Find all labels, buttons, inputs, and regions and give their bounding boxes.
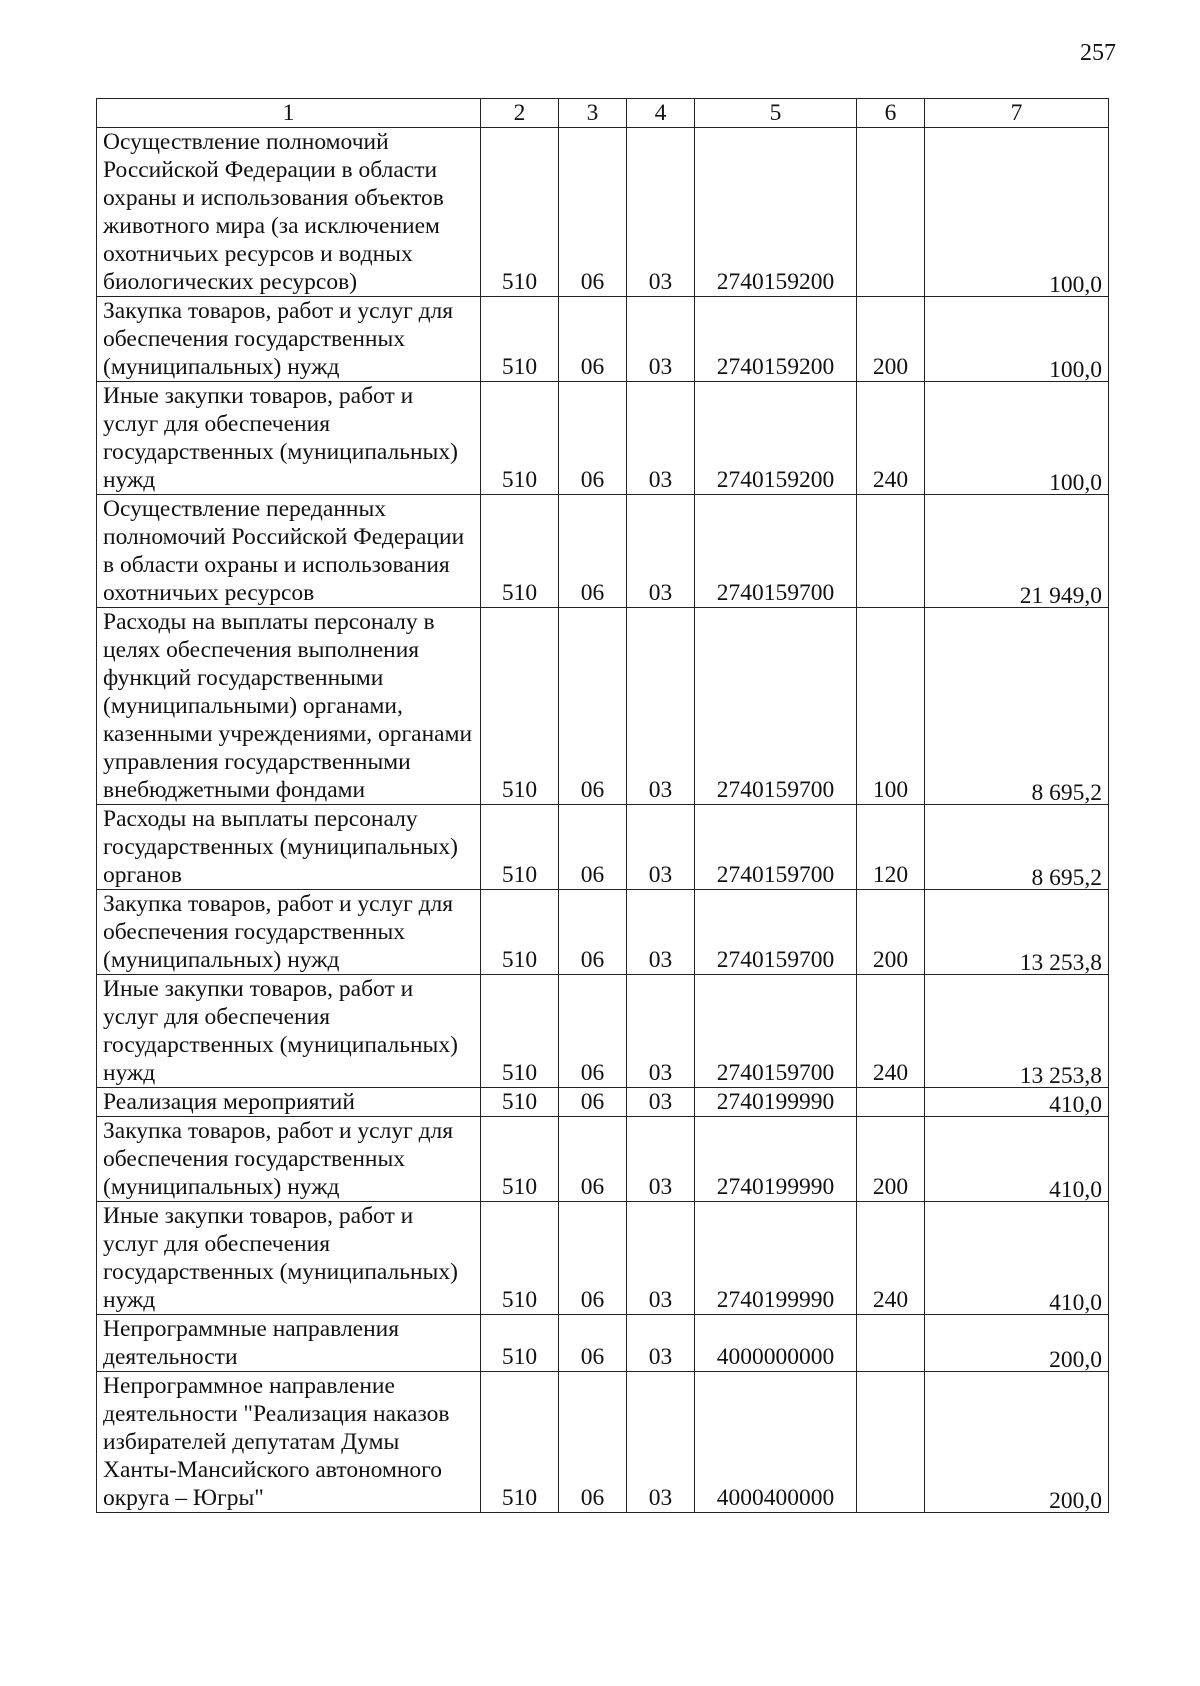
expense-name-cell: Иные закупки товаров, работ и услуг для обеспечения государственных (муниципальных) нужд (97, 1202, 481, 1315)
header-cell: 5 (695, 99, 857, 128)
subsection-code-cell: 03 (627, 975, 695, 1088)
target-article-cell: 4000400000 (695, 1372, 857, 1513)
expense-type-cell: 100 (857, 608, 925, 805)
amount-cell: 8 695,2 (925, 808, 1109, 893)
section-code-cell: 06 (559, 1315, 627, 1372)
expense-type-cell: 200 (857, 297, 925, 382)
table-body (97, 128, 1109, 1513)
amount-cell: 21 949,0 (925, 498, 1109, 611)
header-cell: 1 (97, 99, 481, 128)
grbs-code-cell: 510 (481, 382, 559, 495)
subsection-code-cell: 03 (627, 1117, 695, 1202)
expense-type-cell (857, 495, 925, 608)
table-row (97, 382, 1109, 495)
target-article-cell: 2740199990 (695, 1088, 857, 1117)
grbs-code-cell: 510 (481, 1088, 559, 1117)
expense-name-cell: Расходы на выплаты персоналу государственных (муниципальных) органов (97, 805, 481, 890)
amount-cell: 100,0 (925, 131, 1109, 300)
target-article-cell: 2740159700 (695, 495, 857, 608)
section-code-cell: 06 (559, 1117, 627, 1202)
header-cell: 7 (925, 99, 1109, 128)
expense-name-cell: Реализация мероприятий (97, 1088, 481, 1117)
header-cell: 6 (857, 99, 925, 128)
expense-name-cell: Иные закупки товаров, работ и услуг для обеспечения государственных (муниципальных) нужд (97, 975, 481, 1088)
table-row (97, 1117, 1109, 1202)
grbs-code-cell: 510 (481, 1315, 559, 1372)
section-code-cell: 06 (559, 297, 627, 382)
target-article-cell: 2740159700 (695, 608, 857, 805)
subsection-code-cell: 03 (627, 1202, 695, 1315)
amount-cell: 200,0 (925, 1375, 1109, 1516)
grbs-code-cell: 510 (481, 805, 559, 890)
target-article-cell: 2740199990 (695, 1117, 857, 1202)
expense-type-cell: 240 (857, 1202, 925, 1315)
subsection-code-cell: 03 (627, 1315, 695, 1372)
expense-type-cell: 120 (857, 805, 925, 890)
section-code-cell: 06 (559, 382, 627, 495)
target-article-cell: 2740199990 (695, 1202, 857, 1315)
amount-cell: 200,0 (925, 1318, 1109, 1375)
expense-type-cell (857, 128, 925, 297)
expense-type-cell: 200 (857, 890, 925, 975)
table-header (97, 99, 1109, 128)
amount-cell: 100,0 (925, 300, 1109, 385)
grbs-code-cell: 510 (481, 297, 559, 382)
expense-name-cell: Непрограммные направления деятельности (97, 1315, 481, 1372)
table-row (97, 975, 1109, 1088)
expense-name-cell: Иные закупки товаров, работ и услуг для обеспечения государственных (муниципальных) нужд (97, 382, 481, 495)
grbs-code-cell: 510 (481, 1117, 559, 1202)
amount-cell: 410,0 (925, 1091, 1109, 1120)
section-code-cell: 06 (559, 495, 627, 608)
amount-cell: 8 695,2 (925, 611, 1109, 808)
subsection-code-cell: 03 (627, 128, 695, 297)
table-row (97, 890, 1109, 975)
table-row (97, 1202, 1109, 1315)
expense-name-cell: Расходы на выплаты персоналу в целях обеспечения выполнения функций государственными (муниципальными) органами, казенными учреждениями, органами управления государственными внебюджетными фондами (97, 608, 481, 805)
section-code-cell: 06 (559, 128, 627, 297)
amount-cell: 410,0 (925, 1205, 1109, 1318)
expense-name-cell: Закупка товаров, работ и услуг для обеспечения государственных (муниципальных) нужд (97, 297, 481, 382)
header-row (97, 99, 1109, 128)
expense-name-cell: Закупка товаров, работ и услуг для обеспечения государственных (муниципальных) нужд (97, 1117, 481, 1202)
budget-table (96, 98, 1109, 1513)
subsection-code-cell: 03 (627, 1088, 695, 1117)
section-code-cell: 06 (559, 805, 627, 890)
subsection-code-cell: 03 (627, 495, 695, 608)
expense-type-cell (857, 1315, 925, 1372)
subsection-code-cell: 03 (627, 890, 695, 975)
expense-name-cell: Осуществление переданных полномочий Российской Федерации в области охраны и использования охотничьих ресурсов (97, 495, 481, 608)
amount-cell: 410,0 (925, 1120, 1109, 1205)
header-cell: 3 (559, 99, 627, 128)
subsection-code-cell: 03 (627, 1372, 695, 1513)
table-row (97, 1372, 1109, 1513)
expense-type-cell: 240 (857, 975, 925, 1088)
grbs-code-cell: 510 (481, 890, 559, 975)
table-row (97, 495, 1109, 608)
target-article-cell: 2740159200 (695, 297, 857, 382)
expense-type-cell: 200 (857, 1117, 925, 1202)
amount-cell: 13 253,8 (925, 978, 1109, 1091)
expense-name-cell: Закупка товаров, работ и услуг для обеспечения государственных (муниципальных) нужд (97, 890, 481, 975)
grbs-code-cell: 510 (481, 495, 559, 608)
target-article-cell: 2740159700 (695, 805, 857, 890)
expense-name-cell: Непрограммное направление деятельности "Реализация наказов избирателей депутатам Думы Ханты-Мансийского автономного округа – Югры" (97, 1372, 481, 1513)
subsection-code-cell: 03 (627, 382, 695, 495)
table-row (97, 805, 1109, 890)
grbs-code-cell: 510 (481, 608, 559, 805)
subsection-code-cell: 03 (627, 805, 695, 890)
subsection-code-cell: 03 (627, 297, 695, 382)
page-number: 257 (1080, 40, 1116, 66)
header-cell: 2 (481, 99, 559, 128)
section-code-cell: 06 (559, 1372, 627, 1513)
target-article-cell: 2740159700 (695, 975, 857, 1088)
target-article-cell: 2740159200 (695, 382, 857, 495)
expense-type-cell (857, 1372, 925, 1513)
target-article-cell: 4000000000 (695, 1315, 857, 1372)
table-row (97, 1315, 1109, 1372)
table-row (97, 608, 1109, 805)
grbs-code-cell: 510 (481, 128, 559, 297)
section-code-cell: 06 (559, 608, 627, 805)
grbs-code-cell: 510 (481, 975, 559, 1088)
expense-type-cell (857, 1088, 925, 1117)
table-row (97, 1088, 1109, 1117)
target-article-cell: 2740159700 (695, 890, 857, 975)
table-row (97, 297, 1109, 382)
section-code-cell: 06 (559, 1202, 627, 1315)
amount-cell: 13 253,8 (925, 893, 1109, 978)
expense-type-cell: 240 (857, 382, 925, 495)
expense-name-cell: Осуществление полномочий Российской Федерации в области охраны и использования объектов животного мира (за исключением охотничьих ресурсов и водных биологических ресурсов) (97, 128, 481, 297)
target-article-cell: 2740159200 (695, 128, 857, 297)
table-row (97, 128, 1109, 297)
subsection-code-cell: 03 (627, 608, 695, 805)
section-code-cell: 06 (559, 1088, 627, 1117)
section-code-cell: 06 (559, 975, 627, 1088)
header-cell: 4 (627, 99, 695, 128)
section-code-cell: 06 (559, 890, 627, 975)
grbs-code-cell: 510 (481, 1372, 559, 1513)
amount-cell: 100,0 (925, 385, 1109, 498)
grbs-code-cell: 510 (481, 1202, 559, 1315)
